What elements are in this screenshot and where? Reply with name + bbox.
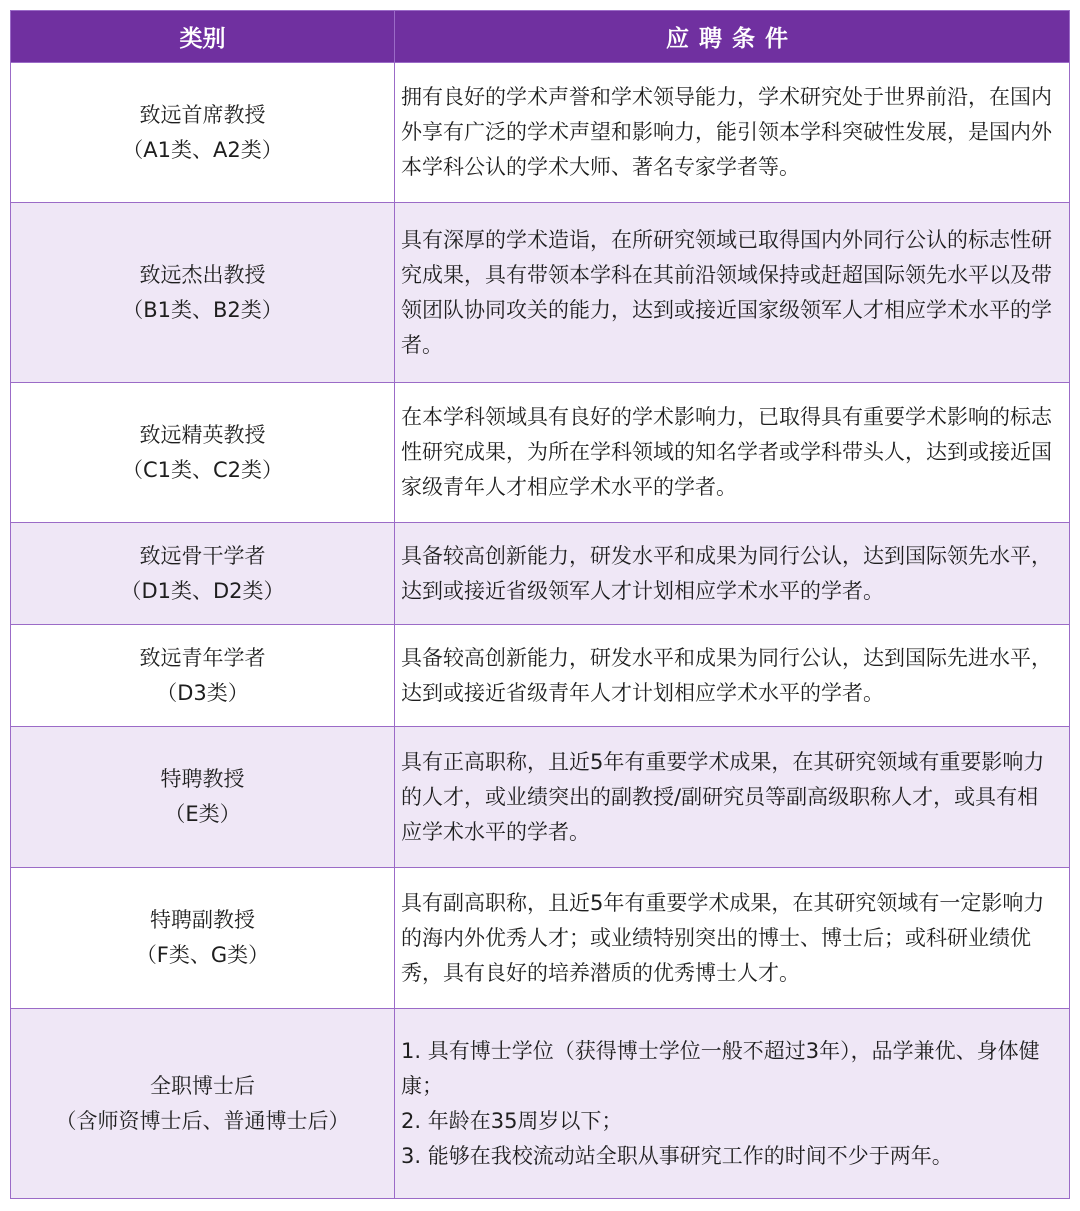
category-cell bbox=[11, 523, 395, 625]
category-sub: （含师资博士后、普通博士后） bbox=[55, 1108, 350, 1133]
table-row bbox=[11, 1009, 1070, 1199]
header-conditions: 应聘条件 bbox=[395, 11, 1070, 63]
category-name: 致远骨干学者 bbox=[139, 543, 266, 568]
category-name: 致远精英教授 bbox=[139, 422, 266, 447]
category-sub: （F类、G类） bbox=[135, 943, 270, 967]
category-name: 全职博士后 bbox=[150, 1073, 255, 1098]
condition-item: 3. 能够在我校流动站全职从事研究工作的时间不少于两年。 bbox=[401, 1143, 953, 1168]
recruitment-table-wrapper bbox=[10, 10, 1069, 1199]
recruitment-conditions-table bbox=[10, 10, 1070, 1199]
table-row bbox=[11, 868, 1070, 1009]
category-name: 特聘副教授 bbox=[150, 908, 255, 932]
condition-text: 拥有良好的学术声誉和学术领导能力，学术研究处于世界前沿，在国内外享有广泛的学术声望和影响力，能引领本学科突破性发展，是国内外本学科公认的学术大师、著名专家学者等。 bbox=[401, 85, 1052, 179]
category-cell bbox=[11, 203, 395, 383]
category-name: 致远首席教授 bbox=[139, 102, 266, 127]
header-category: 类别 bbox=[11, 11, 395, 63]
category-name: 致远杰出教授 bbox=[139, 262, 266, 287]
conditions-cell bbox=[395, 1009, 1070, 1199]
table-row bbox=[11, 63, 1070, 203]
category-sub: （D1类、D2类） bbox=[120, 578, 285, 603]
table-header-row bbox=[11, 11, 1070, 63]
category-sub: （E类） bbox=[164, 802, 241, 826]
condition-item: 2. 年龄在35周岁以下； bbox=[401, 1108, 623, 1133]
category-sub: （A1类、A2类） bbox=[122, 137, 283, 162]
category-sub: （D3类） bbox=[156, 680, 249, 705]
category-sub: （B1类、B2类） bbox=[122, 297, 283, 322]
category-cell bbox=[11, 727, 395, 868]
condition-text: 在本学科领域具有良好的学术影响力，已取得具有重要学术影响的标志性研究成果，为所在学科领域的知名学者或学科带头人，达到或接近国家级青年人才相应学术水平的学者。 bbox=[401, 405, 1052, 499]
conditions-cell bbox=[395, 727, 1070, 868]
category-cell bbox=[11, 63, 395, 203]
category-sub: （C1类、C2类） bbox=[121, 457, 284, 482]
table-row bbox=[11, 625, 1070, 727]
category-cell bbox=[11, 383, 395, 523]
condition-item: 1. 具有博士学位（获得博士学位一般不超过3年），品学兼优、身体健康； bbox=[401, 1038, 1040, 1098]
category-cell bbox=[11, 625, 395, 727]
conditions-cell bbox=[395, 203, 1070, 383]
category-cell bbox=[11, 868, 395, 1009]
conditions-cell bbox=[395, 625, 1070, 727]
conditions-cell bbox=[395, 523, 1070, 625]
category-name: 致远青年学者 bbox=[139, 645, 266, 670]
conditions-cell bbox=[395, 868, 1070, 1009]
category-cell bbox=[11, 1009, 395, 1199]
table-row bbox=[11, 727, 1070, 868]
table-row bbox=[11, 203, 1070, 383]
category-name: 特聘教授 bbox=[160, 767, 245, 791]
condition-text: 具有深厚的学术造诣，在所研究领域已取得国内外同行公认的标志性研究成果，具有带领本学科在其前沿领域保持或赶超国际领先水平以及带领团队协同攻关的能力，达到或接近国家级领军人才相应学术水平的学者。 bbox=[401, 227, 1052, 357]
conditions-cell bbox=[395, 63, 1070, 203]
condition-text: 具备较高创新能力，研发水平和成果为同行公认，达到国际领先水平，达到或接近省级领军人才计划相应学术水平的学者。 bbox=[401, 543, 1052, 603]
conditions-cell bbox=[395, 383, 1070, 523]
condition-text: 具有正高职称，且近5年有重要学术成果，在其研究领域有重要影响力的人才，或业绩突出的副教授/副研究员等副高级职称人才，或具有相应学术水平的学者。 bbox=[401, 749, 1045, 844]
table-row bbox=[11, 383, 1070, 523]
condition-text: 具备较高创新能力，研发水平和成果为同行公认，达到国际先进水平，达到或接近省级青年人才计划相应学术水平的学者。 bbox=[401, 645, 1052, 705]
condition-text: 具有副高职称，且近5年有重要学术成果，在其研究领域有一定影响力的海内外优秀人才；或业绩特别突出的博士、博士后；或科研业绩优秀，具有良好的培养潜质的优秀博士人才。 bbox=[401, 890, 1045, 985]
table-row bbox=[11, 523, 1070, 625]
